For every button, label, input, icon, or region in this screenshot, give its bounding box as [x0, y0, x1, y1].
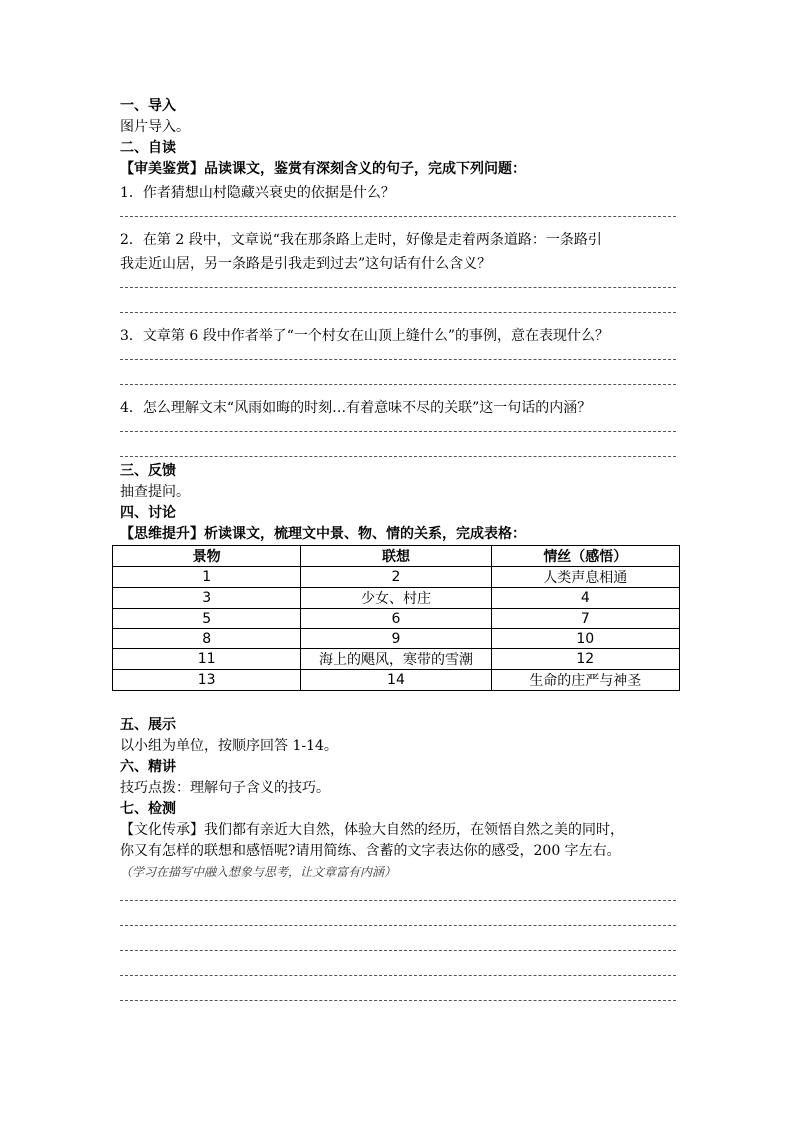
section-heading-feedback: 三、反馈 — [120, 463, 176, 479]
table-header-row — [113, 546, 680, 567]
answer-line-q2-a[interactable] — [120, 275, 676, 288]
table-cell[interactable]: 3 — [113, 588, 301, 609]
question-3: 3．文章第 6 段中作者举了“一个村女在山顶上缝什么”的事例，意在表现什么？ — [120, 328, 610, 344]
table-cell[interactable]: 8 — [113, 629, 301, 649]
section-heading-test: 七、检测 — [120, 801, 176, 817]
table-cell[interactable]: 6 — [301, 609, 491, 629]
question-2-line-1: 2．在第 2 段中，文章说“我在那条路上走时，好像是走着两条道路：一条路引 — [120, 232, 602, 248]
task-culture-line-1: 【文化传承】我们都有亲近大自然，体验大自然的经历，在领悟自然之美的同时， — [120, 822, 624, 838]
section-text-presentation: 以小组为单位，按顺序回答 1-14。 — [120, 738, 338, 754]
writing-line-5[interactable] — [120, 988, 676, 1001]
task-aesthetic: 【审美鉴赏】品读课文，鉴赏有深刻含义的句子，完成下列问题： — [120, 161, 526, 177]
table-row — [113, 567, 680, 588]
table-cell: 生命的庄严与神圣 — [491, 670, 679, 691]
question-2-line-2: 我走近山居，另一条路是引我走到过去”这句话有什么含义？ — [120, 256, 492, 272]
section-text-feedback: 抽查提问。 — [120, 484, 190, 500]
answer-line-q1[interactable] — [120, 204, 676, 217]
writing-line-1[interactable] — [120, 888, 676, 901]
table-row — [113, 609, 680, 629]
section-heading-presentation: 五、展示 — [120, 717, 176, 733]
answer-line-q3-a[interactable] — [120, 347, 676, 360]
table-cell[interactable]: 1 — [113, 567, 301, 588]
writing-tip: （学习在描写中融入想象与思考，让文章富有内涵） — [120, 865, 397, 879]
section-text-intro: 图片导入。 — [120, 119, 190, 135]
question-4: 4．怎么理解文末“风雨如晦的时刻…有着意味不尽的关联”这一句话的内涵？ — [120, 400, 592, 416]
table-cell[interactable]: 9 — [301, 629, 491, 649]
table-cell[interactable]: 11 — [113, 649, 301, 670]
writing-line-2[interactable] — [120, 913, 676, 926]
table-cell[interactable]: 12 — [491, 649, 679, 670]
table-cell[interactable]: 10 — [491, 629, 679, 649]
table-cell[interactable]: 2 — [301, 567, 491, 588]
table-cell[interactable]: 13 — [113, 670, 301, 691]
task-culture-line-2: 你又有怎样的联想和感悟呢?请用简练、含蓄的文字表达你的感受，200 字左右。 — [120, 843, 621, 859]
section-heading-explanation: 六、精讲 — [120, 759, 176, 775]
scene-table — [112, 545, 680, 691]
section-text-explanation: 技巧点拨：理解句子含义的技巧。 — [120, 780, 330, 796]
task-thinking: 【思维提升】析读课文，梳理文中景、物、情的关系，完成表格： — [120, 526, 526, 542]
table-cell: 人类声息相通 — [491, 567, 679, 588]
answer-line-q4-a[interactable] — [120, 419, 676, 432]
table-header-scene: 景物 — [113, 546, 301, 567]
table-cell: 海上的飓风，寒带的雪潮 — [301, 649, 491, 670]
table-cell[interactable]: 7 — [491, 609, 679, 629]
answer-line-q4-b[interactable] — [120, 444, 676, 457]
table-header-feeling: 情丝（感悟） — [491, 546, 679, 567]
table-row — [113, 670, 680, 691]
question-1: 1．作者猜想山村隐藏兴衰史的依据是什么？ — [120, 185, 395, 201]
answer-line-q3-b[interactable] — [120, 372, 676, 385]
table-cell[interactable]: 5 — [113, 609, 301, 629]
table-row — [113, 649, 680, 670]
section-heading-intro: 一、导入 — [120, 98, 176, 114]
table-row — [113, 629, 680, 649]
section-heading-self-reading: 二、自读 — [120, 140, 176, 156]
table-cell[interactable]: 4 — [491, 588, 679, 609]
worksheet-page — [120, 96, 676, 1013]
table-cell: 少女、村庄 — [301, 588, 491, 609]
table-row — [113, 588, 680, 609]
answer-line-q2-b[interactable] — [120, 300, 676, 313]
section-heading-discussion: 四、讨论 — [120, 505, 176, 521]
table-header-association: 联想 — [301, 546, 491, 567]
writing-line-3[interactable] — [120, 938, 676, 951]
writing-line-4[interactable] — [120, 963, 676, 976]
table-cell[interactable]: 14 — [301, 670, 491, 691]
